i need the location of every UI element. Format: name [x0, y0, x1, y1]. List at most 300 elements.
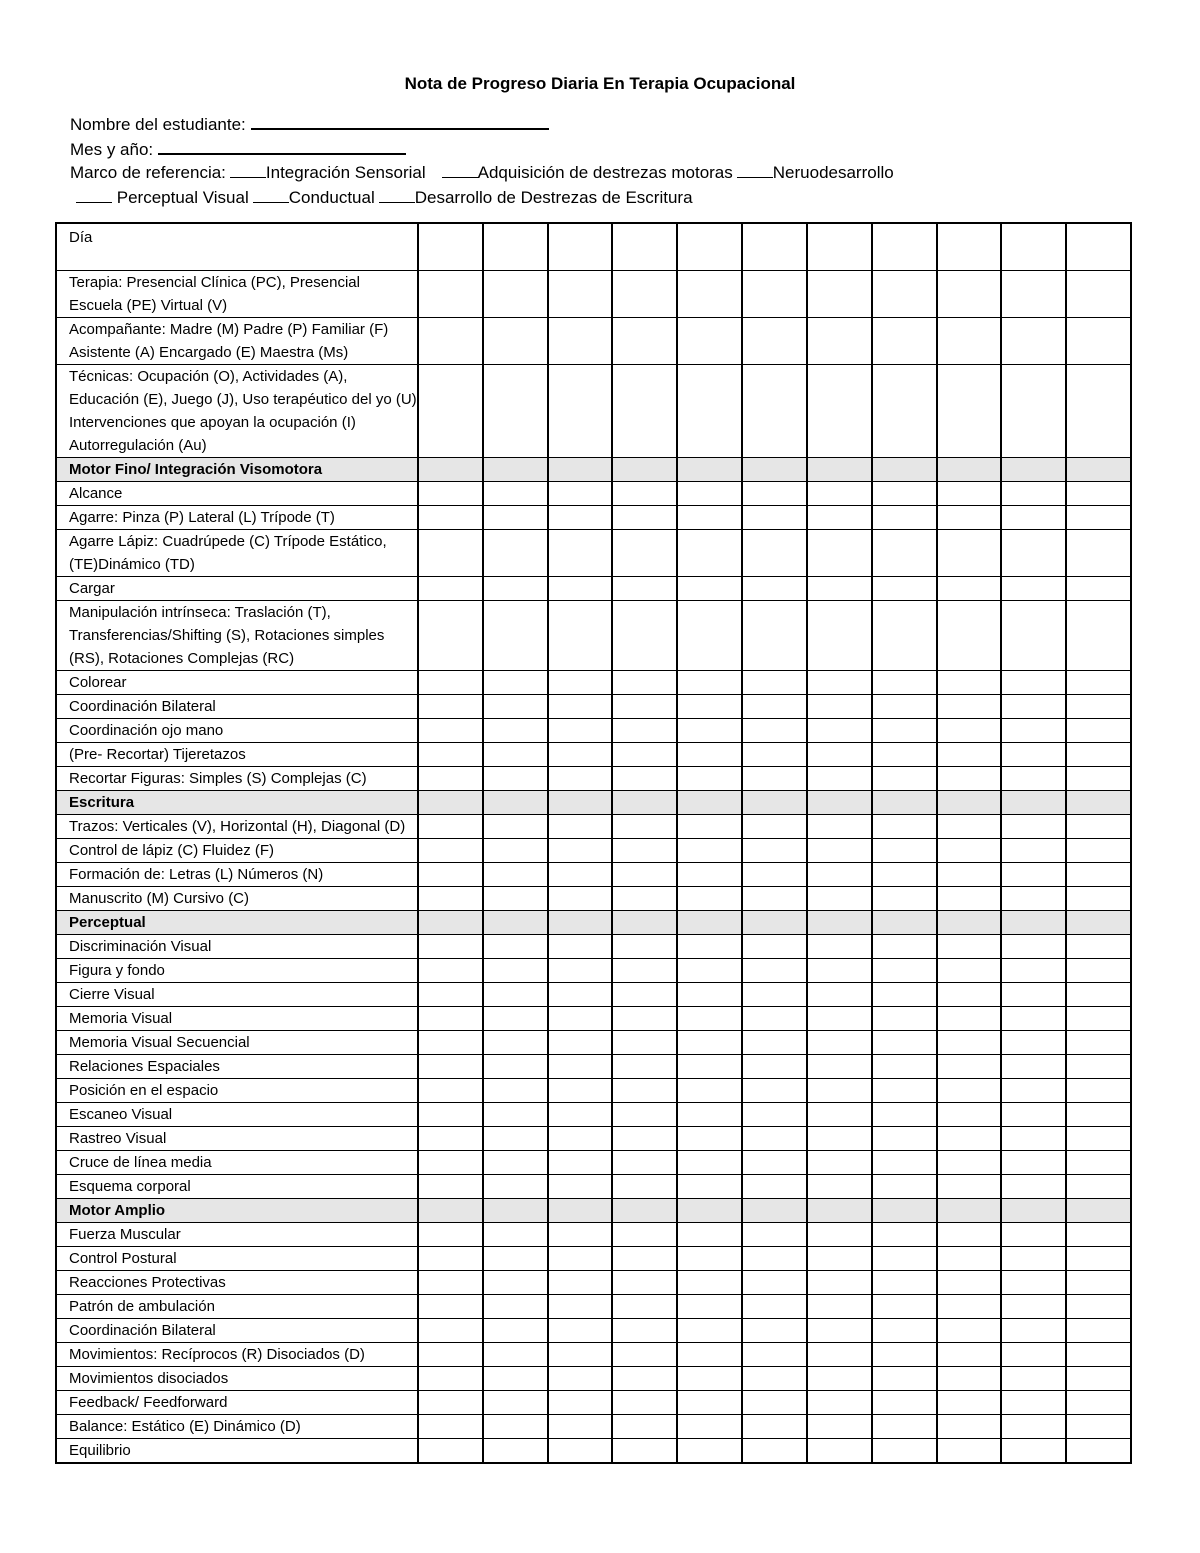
day-cell[interactable] [807, 887, 872, 911]
day-cell[interactable] [937, 1439, 1002, 1464]
day-cell[interactable] [937, 1271, 1002, 1295]
day-cell[interactable] [612, 1199, 677, 1223]
day-cell[interactable] [742, 1271, 807, 1295]
day-cell[interactable] [548, 935, 613, 959]
day-cell[interactable] [807, 1127, 872, 1151]
day-cell[interactable] [872, 1223, 937, 1247]
day-cell[interactable] [612, 1247, 677, 1271]
day-cell[interactable] [418, 1271, 483, 1295]
day-cell[interactable] [1066, 1103, 1131, 1127]
day-cell[interactable] [872, 1343, 937, 1367]
day-cell[interactable] [1001, 1271, 1066, 1295]
day-cell[interactable] [612, 1319, 677, 1343]
day-cell[interactable] [807, 1319, 872, 1343]
day-cell[interactable] [937, 1031, 1002, 1055]
day-cell[interactable] [548, 1415, 613, 1439]
day-cell[interactable] [677, 1175, 742, 1199]
day-cell[interactable] [612, 983, 677, 1007]
day-cell[interactable] [548, 695, 613, 719]
day-cell[interactable] [807, 1031, 872, 1055]
day-cell[interactable] [548, 1031, 613, 1055]
day-cell[interactable] [872, 671, 937, 695]
day-cell[interactable] [1001, 506, 1066, 530]
day-cell[interactable] [483, 1415, 548, 1439]
day-cell[interactable] [677, 1151, 742, 1175]
day-cell[interactable] [418, 1055, 483, 1079]
day-cell[interactable] [483, 959, 548, 983]
day-cell[interactable] [1001, 791, 1066, 815]
day-cell[interactable] [872, 1271, 937, 1295]
day-cell[interactable] [483, 1367, 548, 1391]
day-cell[interactable] [548, 1343, 613, 1367]
day-cell[interactable] [612, 1271, 677, 1295]
day-cell[interactable] [612, 1079, 677, 1103]
day-cell[interactable] [548, 1007, 613, 1031]
day-cell[interactable] [677, 863, 742, 887]
day-cell[interactable] [677, 1055, 742, 1079]
day-cell[interactable] [677, 1343, 742, 1367]
day-cell[interactable] [807, 1007, 872, 1031]
day-cell[interactable] [872, 318, 937, 365]
day-cell[interactable] [1001, 223, 1066, 271]
day-cell[interactable] [872, 1151, 937, 1175]
day-cell[interactable] [937, 935, 1002, 959]
day-cell[interactable] [612, 791, 677, 815]
day-cell[interactable] [677, 839, 742, 863]
day-cell[interactable] [872, 791, 937, 815]
day-cell[interactable] [1001, 271, 1066, 318]
day-cell[interactable] [1066, 935, 1131, 959]
day-cell[interactable] [548, 365, 613, 458]
day-cell[interactable] [807, 1055, 872, 1079]
day-cell[interactable] [548, 1103, 613, 1127]
day-cell[interactable] [483, 1247, 548, 1271]
day-cell[interactable] [937, 911, 1002, 935]
day-cell[interactable] [548, 839, 613, 863]
day-cell[interactable] [612, 482, 677, 506]
day-cell[interactable] [1001, 1391, 1066, 1415]
day-cell[interactable] [742, 1103, 807, 1127]
day-cell[interactable] [807, 1199, 872, 1223]
day-cell[interactable] [807, 695, 872, 719]
day-cell[interactable] [872, 911, 937, 935]
day-cell[interactable] [742, 719, 807, 743]
day-cell[interactable] [742, 743, 807, 767]
day-cell[interactable] [1001, 1295, 1066, 1319]
day-cell[interactable] [1066, 1151, 1131, 1175]
day-cell[interactable] [418, 1223, 483, 1247]
day-cell[interactable] [1066, 577, 1131, 601]
day-cell[interactable] [1001, 935, 1066, 959]
day-cell[interactable] [677, 1103, 742, 1127]
day-cell[interactable] [1066, 1031, 1131, 1055]
day-cell[interactable] [612, 743, 677, 767]
day-cell[interactable] [872, 458, 937, 482]
day-cell[interactable] [677, 506, 742, 530]
day-cell[interactable] [1066, 695, 1131, 719]
day-cell[interactable] [677, 1295, 742, 1319]
day-cell[interactable] [677, 695, 742, 719]
day-cell[interactable] [807, 271, 872, 318]
day-cell[interactable] [937, 1151, 1002, 1175]
day-cell[interactable] [872, 743, 937, 767]
day-cell[interactable] [742, 887, 807, 911]
day-cell[interactable] [677, 1199, 742, 1223]
day-cell[interactable] [483, 791, 548, 815]
framework-blank[interactable] [230, 163, 266, 178]
day-cell[interactable] [677, 791, 742, 815]
day-cell[interactable] [548, 743, 613, 767]
day-cell[interactable] [937, 577, 1002, 601]
day-cell[interactable] [742, 1079, 807, 1103]
day-cell[interactable] [548, 911, 613, 935]
day-cell[interactable] [1066, 887, 1131, 911]
day-cell[interactable] [677, 1079, 742, 1103]
day-cell[interactable] [418, 1079, 483, 1103]
day-cell[interactable] [937, 1223, 1002, 1247]
day-cell[interactable] [677, 1223, 742, 1247]
day-cell[interactable] [418, 1103, 483, 1127]
day-cell[interactable] [483, 1439, 548, 1464]
day-cell[interactable] [483, 1055, 548, 1079]
day-cell[interactable] [807, 223, 872, 271]
day-cell[interactable] [937, 815, 1002, 839]
day-cell[interactable] [418, 719, 483, 743]
day-cell[interactable] [1001, 695, 1066, 719]
day-cell[interactable] [418, 1175, 483, 1199]
day-cell[interactable] [612, 506, 677, 530]
day-cell[interactable] [1001, 365, 1066, 458]
day-cell[interactable] [807, 911, 872, 935]
day-cell[interactable] [483, 1175, 548, 1199]
day-cell[interactable] [742, 1391, 807, 1415]
day-cell[interactable] [1066, 671, 1131, 695]
day-cell[interactable] [418, 911, 483, 935]
day-cell[interactable] [612, 1223, 677, 1247]
day-cell[interactable] [548, 887, 613, 911]
day-cell[interactable] [872, 1007, 937, 1031]
day-cell[interactable] [872, 1127, 937, 1151]
day-cell[interactable] [612, 695, 677, 719]
day-cell[interactable] [1066, 482, 1131, 506]
day-cell[interactable] [612, 1391, 677, 1415]
day-cell[interactable] [612, 1367, 677, 1391]
framework-blank[interactable] [442, 163, 478, 178]
day-cell[interactable] [612, 671, 677, 695]
day-cell[interactable] [483, 482, 548, 506]
framework-blank[interactable] [253, 188, 289, 203]
day-cell[interactable] [937, 887, 1002, 911]
day-cell[interactable] [1001, 815, 1066, 839]
day-cell[interactable] [612, 815, 677, 839]
day-cell[interactable] [937, 839, 1002, 863]
day-cell[interactable] [548, 601, 613, 671]
day-cell[interactable] [742, 791, 807, 815]
day-cell[interactable] [807, 791, 872, 815]
day-cell[interactable] [807, 719, 872, 743]
day-cell[interactable] [483, 911, 548, 935]
day-cell[interactable] [742, 1295, 807, 1319]
day-cell[interactable] [612, 318, 677, 365]
day-cell[interactable] [937, 1175, 1002, 1199]
day-cell[interactable] [548, 271, 613, 318]
day-cell[interactable] [612, 1175, 677, 1199]
day-cell[interactable] [742, 577, 807, 601]
day-cell[interactable] [1066, 1415, 1131, 1439]
day-cell[interactable] [807, 839, 872, 863]
day-cell[interactable] [483, 1271, 548, 1295]
day-cell[interactable] [937, 271, 1002, 318]
day-cell[interactable] [418, 458, 483, 482]
day-cell[interactable] [872, 959, 937, 983]
day-cell[interactable] [872, 983, 937, 1007]
day-cell[interactable] [677, 671, 742, 695]
day-cell[interactable] [807, 577, 872, 601]
day-cell[interactable] [872, 767, 937, 791]
day-cell[interactable] [548, 1055, 613, 1079]
day-cell[interactable] [1066, 530, 1131, 577]
day-cell[interactable] [612, 458, 677, 482]
day-cell[interactable] [807, 1151, 872, 1175]
day-cell[interactable] [483, 1007, 548, 1031]
day-cell[interactable] [742, 863, 807, 887]
day-cell[interactable] [742, 1199, 807, 1223]
day-cell[interactable] [1066, 743, 1131, 767]
day-cell[interactable] [1001, 1151, 1066, 1175]
day-cell[interactable] [742, 506, 807, 530]
day-cell[interactable] [742, 1319, 807, 1343]
day-cell[interactable] [807, 1223, 872, 1247]
day-cell[interactable] [677, 911, 742, 935]
day-cell[interactable] [418, 271, 483, 318]
day-cell[interactable] [612, 1031, 677, 1055]
day-cell[interactable] [872, 1199, 937, 1223]
day-cell[interactable] [872, 695, 937, 719]
day-cell[interactable] [1066, 271, 1131, 318]
day-cell[interactable] [1066, 1319, 1131, 1343]
day-cell[interactable] [677, 1247, 742, 1271]
day-cell[interactable] [807, 671, 872, 695]
day-cell[interactable] [1001, 1055, 1066, 1079]
day-cell[interactable] [418, 365, 483, 458]
day-cell[interactable] [483, 815, 548, 839]
day-cell[interactable] [418, 815, 483, 839]
day-cell[interactable] [872, 1295, 937, 1319]
day-cell[interactable] [742, 1367, 807, 1391]
day-cell[interactable] [612, 365, 677, 458]
day-cell[interactable] [742, 1439, 807, 1464]
day-cell[interactable] [872, 863, 937, 887]
day-cell[interactable] [1001, 671, 1066, 695]
day-cell[interactable] [807, 1271, 872, 1295]
day-cell[interactable] [1066, 318, 1131, 365]
day-cell[interactable] [483, 506, 548, 530]
day-cell[interactable] [483, 1199, 548, 1223]
day-cell[interactable] [418, 1031, 483, 1055]
day-cell[interactable] [483, 719, 548, 743]
day-cell[interactable] [742, 1175, 807, 1199]
day-cell[interactable] [1066, 719, 1131, 743]
day-cell[interactable] [548, 983, 613, 1007]
day-cell[interactable] [872, 935, 937, 959]
day-cell[interactable] [807, 1295, 872, 1319]
day-cell[interactable] [1066, 1271, 1131, 1295]
day-cell[interactable] [807, 318, 872, 365]
day-cell[interactable] [742, 223, 807, 271]
day-cell[interactable] [937, 1367, 1002, 1391]
day-cell[interactable] [548, 1295, 613, 1319]
day-cell[interactable] [677, 318, 742, 365]
day-cell[interactable] [677, 983, 742, 1007]
day-cell[interactable] [1066, 1079, 1131, 1103]
day-cell[interactable] [418, 743, 483, 767]
day-cell[interactable] [548, 1175, 613, 1199]
day-cell[interactable] [418, 1391, 483, 1415]
day-cell[interactable] [807, 767, 872, 791]
day-cell[interactable] [937, 767, 1002, 791]
day-cell[interactable] [937, 1343, 1002, 1367]
day-cell[interactable] [1066, 1439, 1131, 1464]
day-cell[interactable] [1001, 767, 1066, 791]
day-cell[interactable] [742, 1223, 807, 1247]
day-cell[interactable] [548, 791, 613, 815]
day-cell[interactable] [937, 1319, 1002, 1343]
day-cell[interactable] [742, 482, 807, 506]
day-cell[interactable] [418, 1127, 483, 1151]
day-cell[interactable] [548, 671, 613, 695]
day-cell[interactable] [742, 1031, 807, 1055]
day-cell[interactable] [872, 1415, 937, 1439]
day-cell[interactable] [677, 935, 742, 959]
day-cell[interactable] [742, 601, 807, 671]
day-cell[interactable] [483, 1079, 548, 1103]
day-cell[interactable] [937, 1127, 1002, 1151]
day-cell[interactable] [612, 577, 677, 601]
day-cell[interactable] [872, 223, 937, 271]
day-cell[interactable] [418, 935, 483, 959]
day-cell[interactable] [418, 863, 483, 887]
day-cell[interactable] [1066, 1007, 1131, 1031]
day-cell[interactable] [677, 719, 742, 743]
day-cell[interactable] [612, 601, 677, 671]
day-cell[interactable] [937, 1055, 1002, 1079]
day-cell[interactable] [742, 1007, 807, 1031]
day-cell[interactable] [807, 1103, 872, 1127]
day-cell[interactable] [872, 1055, 937, 1079]
day-cell[interactable] [872, 1175, 937, 1199]
day-cell[interactable] [742, 530, 807, 577]
day-cell[interactable] [483, 1319, 548, 1343]
day-cell[interactable] [1001, 1343, 1066, 1367]
day-cell[interactable] [742, 767, 807, 791]
day-cell[interactable] [677, 743, 742, 767]
day-cell[interactable] [418, 1199, 483, 1223]
day-cell[interactable] [1066, 1367, 1131, 1391]
day-cell[interactable] [418, 1367, 483, 1391]
day-cell[interactable] [872, 1439, 937, 1464]
day-cell[interactable] [1001, 1367, 1066, 1391]
day-cell[interactable] [872, 1367, 937, 1391]
day-cell[interactable] [807, 983, 872, 1007]
day-cell[interactable] [612, 863, 677, 887]
day-cell[interactable] [1001, 959, 1066, 983]
day-cell[interactable] [937, 223, 1002, 271]
day-cell[interactable] [872, 577, 937, 601]
day-cell[interactable] [548, 767, 613, 791]
day-cell[interactable] [742, 1127, 807, 1151]
day-cell[interactable] [807, 1367, 872, 1391]
day-cell[interactable] [1001, 863, 1066, 887]
day-cell[interactable] [807, 1415, 872, 1439]
day-cell[interactable] [418, 506, 483, 530]
day-cell[interactable] [872, 1079, 937, 1103]
day-cell[interactable] [612, 887, 677, 911]
day-cell[interactable] [418, 767, 483, 791]
day-cell[interactable] [483, 1127, 548, 1151]
day-cell[interactable] [807, 1079, 872, 1103]
day-cell[interactable] [677, 365, 742, 458]
day-cell[interactable] [1066, 959, 1131, 983]
day-cell[interactable] [677, 767, 742, 791]
day-cell[interactable] [807, 601, 872, 671]
day-cell[interactable] [1001, 719, 1066, 743]
day-cell[interactable] [742, 318, 807, 365]
day-cell[interactable] [612, 935, 677, 959]
day-cell[interactable] [548, 1199, 613, 1223]
day-cell[interactable] [483, 318, 548, 365]
day-cell[interactable] [483, 1031, 548, 1055]
day-cell[interactable] [1001, 482, 1066, 506]
day-cell[interactable] [1001, 911, 1066, 935]
day-cell[interactable] [677, 530, 742, 577]
day-cell[interactable] [483, 458, 548, 482]
day-cell[interactable] [742, 983, 807, 1007]
day-cell[interactable] [418, 983, 483, 1007]
day-cell[interactable] [483, 695, 548, 719]
day-cell[interactable] [677, 1127, 742, 1151]
day-cell[interactable] [483, 223, 548, 271]
day-cell[interactable] [677, 458, 742, 482]
day-cell[interactable] [483, 1223, 548, 1247]
day-cell[interactable] [418, 1247, 483, 1271]
day-cell[interactable] [742, 935, 807, 959]
day-cell[interactable] [612, 1415, 677, 1439]
day-cell[interactable] [807, 815, 872, 839]
day-cell[interactable] [742, 1055, 807, 1079]
day-cell[interactable] [872, 601, 937, 671]
day-cell[interactable] [807, 458, 872, 482]
day-cell[interactable] [612, 719, 677, 743]
day-cell[interactable] [418, 577, 483, 601]
day-cell[interactable] [1066, 601, 1131, 671]
day-cell[interactable] [937, 1199, 1002, 1223]
day-cell[interactable] [418, 601, 483, 671]
day-cell[interactable] [548, 1319, 613, 1343]
day-cell[interactable] [1001, 1439, 1066, 1464]
day-cell[interactable] [1066, 911, 1131, 935]
day-cell[interactable] [483, 863, 548, 887]
day-cell[interactable] [548, 223, 613, 271]
day-cell[interactable] [937, 1007, 1002, 1031]
day-cell[interactable] [937, 983, 1002, 1007]
day-cell[interactable] [418, 1007, 483, 1031]
day-cell[interactable] [548, 577, 613, 601]
day-cell[interactable] [418, 839, 483, 863]
day-cell[interactable] [742, 815, 807, 839]
day-cell[interactable] [612, 1055, 677, 1079]
day-cell[interactable] [1066, 365, 1131, 458]
day-cell[interactable] [742, 1415, 807, 1439]
